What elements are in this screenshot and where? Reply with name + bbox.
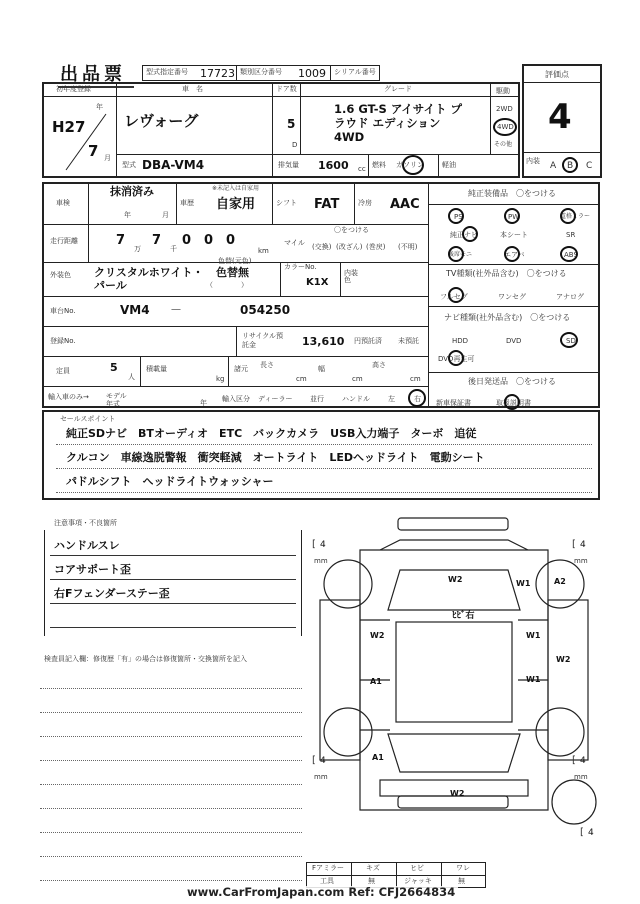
model-year-label: モデル年式 <box>106 392 127 408</box>
ac-value: AAC <box>390 197 420 212</box>
legend-header: Fアミラー <box>312 864 345 872</box>
model-year-unit: 年 <box>200 399 207 407</box>
color-paren: （ ） <box>206 281 248 289</box>
note-item: コアサポート歪 <box>54 563 131 576</box>
color-value: クリスタルホワイト・パール <box>94 266 204 292</box>
color-no: K1X <box>306 277 329 288</box>
opt-circle <box>504 394 520 410</box>
nav-dvd: DVD <box>506 337 522 345</box>
damage-mark: ﾋﾋﾞ右 <box>452 611 475 621</box>
opt-circle <box>560 246 578 262</box>
mileage-digit: 7 <box>152 233 162 248</box>
length-label: 長さ <box>260 361 274 369</box>
displacement: 1600 <box>318 159 349 172</box>
tread-unit: mm <box>314 557 328 565</box>
interior-label: 内装 <box>526 157 540 165</box>
opt-circle <box>448 246 464 262</box>
shift-label: シフト <box>276 199 297 207</box>
opt-circle <box>504 246 520 262</box>
opt-rear-monitor: 後席モニ <box>448 251 473 258</box>
meter-opt: (交換) <box>312 243 332 251</box>
ruibetsu-value: 1009 <box>298 67 326 80</box>
post-warranty: 新車保証書 <box>436 399 471 407</box>
nav-title: ナビ種類(社外品含む) 〇をつける <box>444 313 571 322</box>
opt-circle <box>448 208 464 224</box>
interior-a: A <box>550 161 557 171</box>
ac-label: 冷房 <box>358 199 372 207</box>
tread-depth: 4 <box>580 540 586 550</box>
fuel-label: 燃料 <box>372 161 386 169</box>
vin-prefix: VM4 <box>120 303 150 317</box>
mileage-digits <box>104 228 244 256</box>
doors: 5 <box>287 117 296 131</box>
meter-opt: (不明) <box>398 243 418 251</box>
damage-mark: W1 <box>526 631 541 640</box>
tread-bracket: [ <box>580 827 584 838</box>
tv-title: TV種類(社外品含む) 〇をつける <box>446 269 567 278</box>
opt-circle <box>560 208 576 224</box>
color-label: 外装色 <box>50 271 71 279</box>
cm-unit: cm <box>410 375 421 383</box>
drive-4wd-circle <box>493 118 517 136</box>
tread-depth: 4 <box>320 540 326 550</box>
opt-mirror: 電格ミラー <box>560 213 591 220</box>
doors-unit: D <box>292 141 298 149</box>
capacity-unit: 人 <box>128 373 135 381</box>
fuel-circle <box>402 155 424 175</box>
tread-bracket: [ <box>312 539 316 550</box>
tread-depth: 4 <box>320 756 326 766</box>
km-unit: km <box>258 247 269 255</box>
usage-note: ※未記入は自家用 <box>212 185 260 192</box>
drive-4wd: 4WD <box>497 123 514 131</box>
drive-label: 駆動 <box>496 87 510 95</box>
recycle-paid: 円預託済 <box>354 337 382 345</box>
usage-value: 自家用 <box>216 197 256 212</box>
nav-sd: SD <box>566 337 576 345</box>
handle-label: ハンドル <box>342 395 370 403</box>
vin-number: 054250 <box>240 303 291 317</box>
score-label: 評価点 <box>545 70 569 79</box>
color-change-label: 色替(元色) <box>218 257 252 265</box>
capacity-label: 定員 <box>56 367 70 375</box>
man-unit: 万 <box>134 245 141 253</box>
dealer-option: ディーラー <box>258 395 293 403</box>
sales-line-3: パドルシフト ヘッドライトウォッシャー <box>66 475 274 488</box>
mileage-digit: 0 <box>182 233 192 248</box>
color-change-value: 色替無 <box>216 266 249 279</box>
mile-label: マイル <box>284 239 305 247</box>
form-title: 出品票 <box>60 64 126 85</box>
tv-analog: アナログ <box>556 293 584 301</box>
inspection-month: 月 <box>162 211 169 219</box>
width-label: 幅 <box>318 365 325 373</box>
legend-header: キズ <box>366 864 380 872</box>
opt-pw: PW <box>508 213 520 221</box>
note-item: ハンドルスレ <box>54 539 120 552</box>
shift-value: FAT <box>314 197 340 212</box>
dvd-playable: DVD再生可 <box>438 355 475 363</box>
tread-bracket: [ <box>572 755 576 766</box>
score-value: 4 <box>548 97 572 137</box>
inspection-value: 抹消済み <box>110 185 154 198</box>
opt-airbag: エアバ <box>504 251 525 259</box>
options-title: 純正装備品 〇をつける <box>468 189 556 198</box>
tread-bracket: [ <box>312 755 316 766</box>
note-item: 右Fフェンダーステー歪 <box>54 587 170 600</box>
month-unit: 月 <box>104 154 111 162</box>
interior-b: B <box>567 161 574 171</box>
tv-oneseg: ワンセグ <box>498 293 526 301</box>
watermark: www.CarFromJapan.com Ref: CFJ2664834 <box>184 886 458 900</box>
reg-no-label: 登録No. <box>50 337 76 345</box>
inspection-year: 年 <box>124 211 131 219</box>
interior-color-label: 内装色 <box>344 269 358 284</box>
legend-value: ジャッキ <box>404 877 432 885</box>
tread-unit: mm <box>314 773 328 781</box>
meter-opt: (改ざん) <box>336 243 363 251</box>
color-no-label: カラーNo. <box>284 263 317 271</box>
damage-mark: W2 <box>370 631 385 640</box>
drive-2wd: 2WD <box>496 105 513 113</box>
usage-label: 車歴 <box>180 199 194 207</box>
opt-circle <box>560 332 578 348</box>
tread-unit: mm <box>574 557 588 565</box>
post-manual: 取扱説明書 <box>496 399 531 407</box>
mileage-digit: 0 <box>226 233 236 248</box>
damage-mark: A1 <box>370 677 382 686</box>
grade: 1.6 GT-S アイサイト プラウド エディション 4WD <box>334 102 462 144</box>
damage-mark: W1 <box>526 675 541 684</box>
damage-mark: W2 <box>556 655 571 664</box>
car-name-label: 車 名 <box>182 85 203 93</box>
tread-depth: 4 <box>588 828 594 838</box>
recycle-label: リサイクル預託金 <box>242 332 284 349</box>
first-reg-label: 初年度登録 <box>56 85 91 93</box>
handle-right: 右 <box>414 395 421 403</box>
interior-c: C <box>586 161 593 171</box>
model-label: 型式 <box>122 161 136 169</box>
meter-opt: (巻戻) <box>366 243 386 251</box>
year-unit: 年 <box>96 103 103 111</box>
parallel-option: 並行 <box>310 395 324 403</box>
ruibetsu-label: 類別区分番号 <box>240 68 282 76</box>
sen-unit: 千 <box>170 245 177 253</box>
mileage-digit: 0 <box>204 233 214 248</box>
opt-sr: SR <box>566 231 576 239</box>
opt-circle <box>448 287 464 303</box>
sales-line-1: 純正SDナビ BTオーディオ ETC バックカメラ USB入力端子 ターボ 追従 <box>66 427 477 440</box>
import-type-label: 輸入区分 <box>222 395 250 403</box>
mileage-label: 走行距離 <box>50 237 78 245</box>
tread-depth: 4 <box>580 756 586 766</box>
height-label: 高さ <box>372 361 386 369</box>
opt-abs: ABS <box>564 251 578 259</box>
vin-label: 車台No. <box>50 307 76 315</box>
fuel-value: ガソリン <box>396 161 424 169</box>
inspection-label: 車検 <box>56 199 70 207</box>
notes-label: 注意事項・不良箇所 <box>54 519 117 527</box>
tv-fullseg: フルセグ <box>440 293 468 301</box>
dim-label: 諸元 <box>234 365 248 373</box>
recycle-value: 13,610 <box>302 335 345 348</box>
legend-value: 無 <box>458 877 465 885</box>
nav-hdd: HDD <box>452 337 469 345</box>
import-label: 輸入車のみ→ <box>48 393 89 401</box>
damage-mark: W2 <box>448 575 463 584</box>
cm-unit: cm <box>296 375 307 383</box>
interior-b-circle <box>562 157 578 173</box>
handle-left: 左 <box>388 395 395 403</box>
damage-mark: A2 <box>554 577 566 586</box>
drive-other: その他 <box>494 141 513 148</box>
opt-circle <box>504 208 520 224</box>
model-code: DBA-VM4 <box>142 158 205 172</box>
displacement-label: 排気量 <box>278 161 299 169</box>
legend-value: 無 <box>368 877 375 885</box>
cc-unit: cc <box>358 165 366 173</box>
post-title: 後日発送品 〇をつける <box>468 377 556 386</box>
damage-mark: W1 <box>516 579 531 588</box>
legend-value: 工具 <box>320 877 334 885</box>
legend-header: ワレ <box>456 864 470 872</box>
damage-mark: A1 <box>372 753 384 762</box>
tread-bracket: [ <box>572 539 576 550</box>
opt-navi: 純正ナビ <box>450 231 478 239</box>
recycle-unpaid: 未預託 <box>398 337 419 345</box>
tread-unit: mm <box>574 773 588 781</box>
meter-mark-label: 〇をつける <box>334 226 369 234</box>
opt-circle <box>462 226 478 242</box>
vin-dash: － <box>170 303 183 317</box>
cm-unit: cm <box>352 375 363 383</box>
opt-ps: PS <box>454 213 463 221</box>
kg-unit: kg <box>216 375 225 383</box>
car-diagram <box>300 510 610 850</box>
opt-seat: 本シート <box>500 231 528 239</box>
car-name: レヴォーグ <box>124 112 199 130</box>
era-year: H27 <box>52 118 86 136</box>
inspector-label: 検査員記入欄：修復歴「有」の場合は修復箇所・交換箇所を記入 <box>44 655 247 663</box>
serial-label: シリアル番号 <box>334 68 376 76</box>
reg-month: 7 <box>88 142 99 160</box>
load-label: 積載量 <box>146 365 167 373</box>
handle-right-circle <box>408 389 426 407</box>
grade-label: グレード <box>384 85 412 93</box>
damage-mark: W2 <box>450 789 465 798</box>
opt-circle <box>448 350 464 366</box>
light-oil-label: 軽油 <box>442 161 456 169</box>
legend-header: ヒビ <box>410 864 424 872</box>
mileage-digit: 7 <box>116 233 126 248</box>
sales-label: セールスポイント <box>60 415 116 423</box>
capacity: 5 <box>110 361 118 374</box>
date-slash <box>60 112 112 172</box>
katashiki-label: 型式指定番号 <box>146 68 188 76</box>
katashiki-value: 17723 <box>200 67 235 80</box>
doors-label: ドア数 <box>276 85 297 93</box>
sales-line-2: クルコン 車線逸脱警報 衝突軽減 オートライト LEDヘッドライト 電動シート <box>66 451 485 464</box>
